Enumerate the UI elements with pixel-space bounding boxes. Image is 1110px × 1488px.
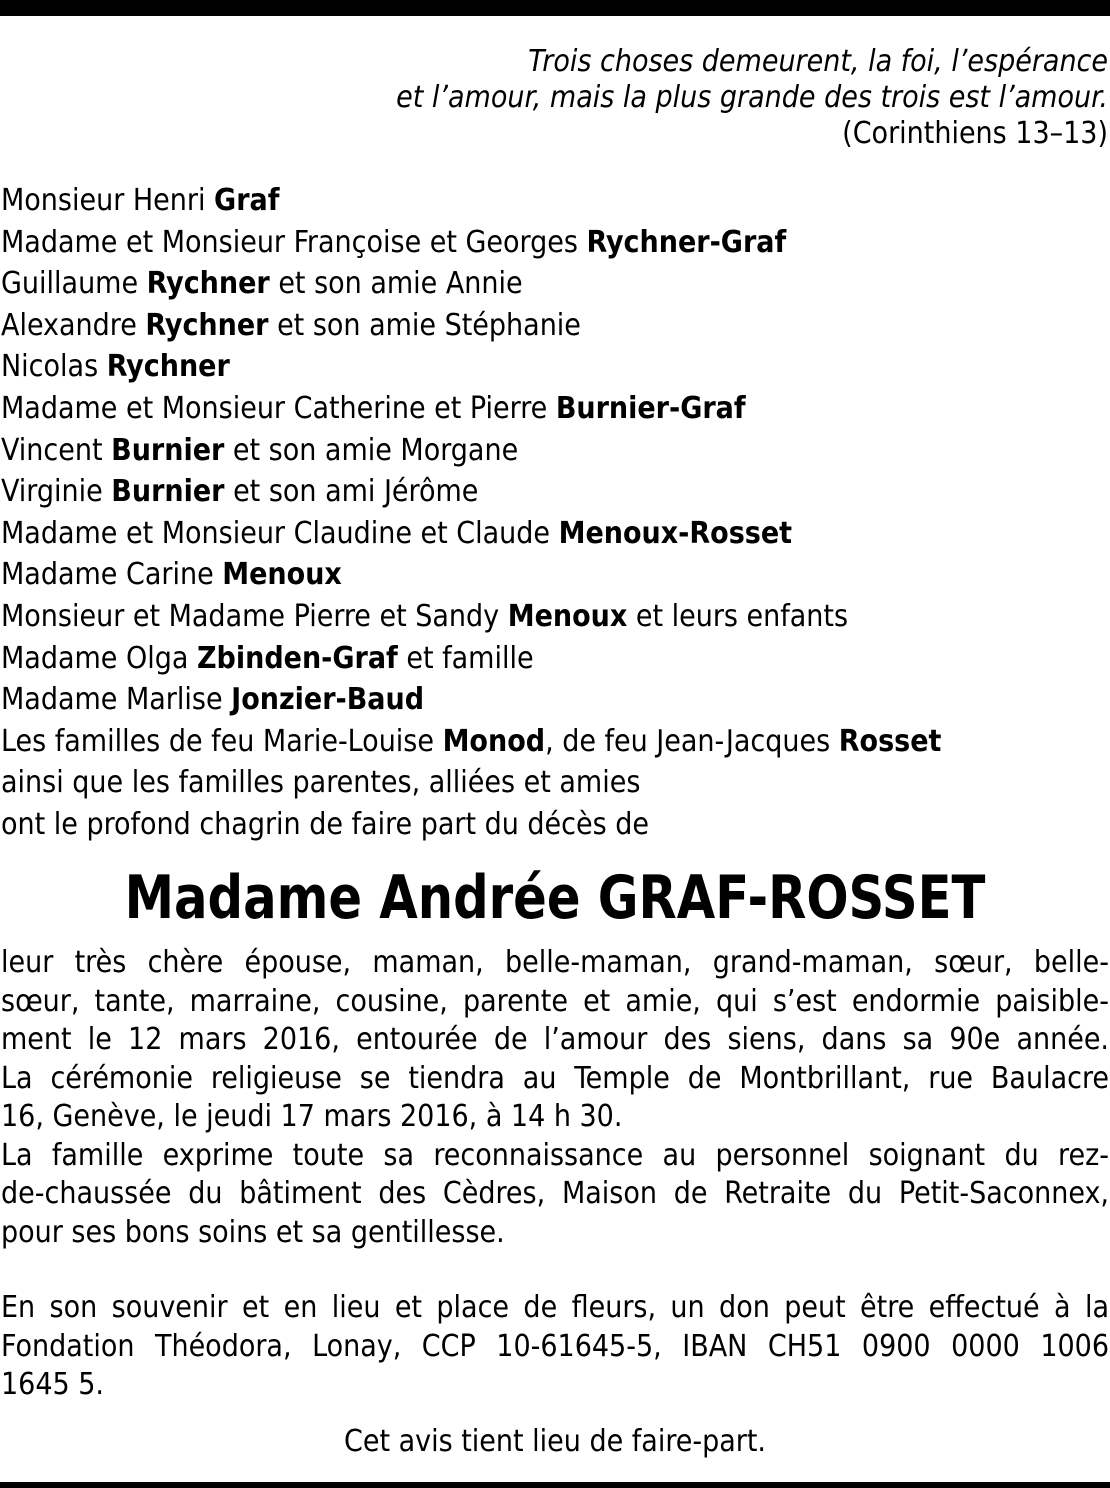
mourner-line: Virginie Burnier et son ami Jérôme	[1, 474, 479, 510]
donation-paragraph	[1, 1289, 1109, 1405]
mourner-line: Madame Olga Zbinden-Graf et famille	[1, 640, 534, 676]
mourner-line: Alexandre Rychner et son amie Stéphanie	[1, 307, 581, 343]
closing-note: Cet avis tient lieu de faire-part.	[343, 1424, 767, 1459]
mourner-line: Monsieur et Madame Pierre et Sandy Menoux et leurs enfants	[1, 598, 849, 634]
mourner-line: ainsi que les familles parentes, alliées et amies	[1, 765, 641, 801]
epigraph-line-1: Trois choses demeurent, la foi, l’espérance	[528, 44, 1108, 79]
paragraph-line: Fondation Théodora, Lonay, CCP 10-61645-5, IBAN CH51 0900 0000 1006	[1, 1328, 1109, 1364]
paragraph-line: leur très chère épouse, maman, belle-maman, grand-maman, sœur, belle-	[1, 945, 1109, 980]
paragraph-line: de-chaussée du bâtiment des Cèdres, Maison de Retraite du Petit-Saconnex,	[1, 1176, 1109, 1211]
epigraph-reference: (Corinthiens 13–13)	[842, 116, 1108, 151]
top-rule	[0, 0, 1110, 16]
mourner-line: Madame Marlise Jonzier-Baud	[1, 682, 425, 718]
paragraph-line: 16, Genève, le jeudi 17 mars 2016, à 14 h 30.	[1, 1099, 623, 1134]
mourners-list	[1, 180, 941, 846]
mourner-line: Madame et Monsieur Françoise et Georges Rychner-Graf	[1, 224, 787, 260]
paragraph-line: 1645 5.	[1, 1367, 104, 1402]
mourner-line: Guillaume Rychner et son amie Annie	[1, 266, 523, 302]
mourner-line: ont le profond chagrin de faire part du décès de	[1, 806, 650, 842]
deceased-name: Madame Andrée GRAF-ROSSET	[124, 863, 986, 933]
bottom-rule	[0, 1482, 1110, 1488]
mourner-line: Madame et Monsieur Claudine et Claude Menoux-Rosset	[1, 515, 793, 551]
paragraph-line: En son souvenir et en lieu et place de fleurs, un don peut être effectué à la	[1, 1290, 1109, 1325]
paragraph-line: La famille exprime toute sa reconnaissance au personnel soignant du rez-	[1, 1137, 1109, 1173]
paragraph-line: sœur, tante, marraine, cousine, parente et amie, qui s’est endormie paisible-	[1, 983, 1109, 1019]
mourner-line: Les familles de feu Marie-Louise Monod, de feu Jean-Jacques Rosset	[1, 723, 942, 759]
paragraph-line: La cérémonie religieuse se tiendra au Temple de Montbrillant, rue Baulacre	[1, 1060, 1109, 1096]
mourner-line: Vincent Burnier et son amie Morgane	[1, 432, 519, 468]
mourner-line: Madame Carine Menoux	[1, 557, 342, 593]
epigraph-line-2: et l’amour, mais la plus grande des trois est l’amour.	[396, 80, 1108, 115]
epigraph	[396, 44, 1108, 152]
mourner-line: Nicolas Rychner	[1, 349, 230, 385]
mourner-line: Monsieur Henri Graf	[1, 183, 280, 218]
announcement-paragraph	[1, 944, 1109, 1252]
paragraph-line: pour ses bons soins et sa gentillesse.	[1, 1214, 505, 1250]
mourner-line: Madame et Monsieur Catherine et Pierre Burnier-Graf	[1, 390, 746, 426]
paragraph-line: ment le 12 mars 2016, entourée de l’amour des siens, dans sa 90e année.	[1, 1022, 1109, 1057]
